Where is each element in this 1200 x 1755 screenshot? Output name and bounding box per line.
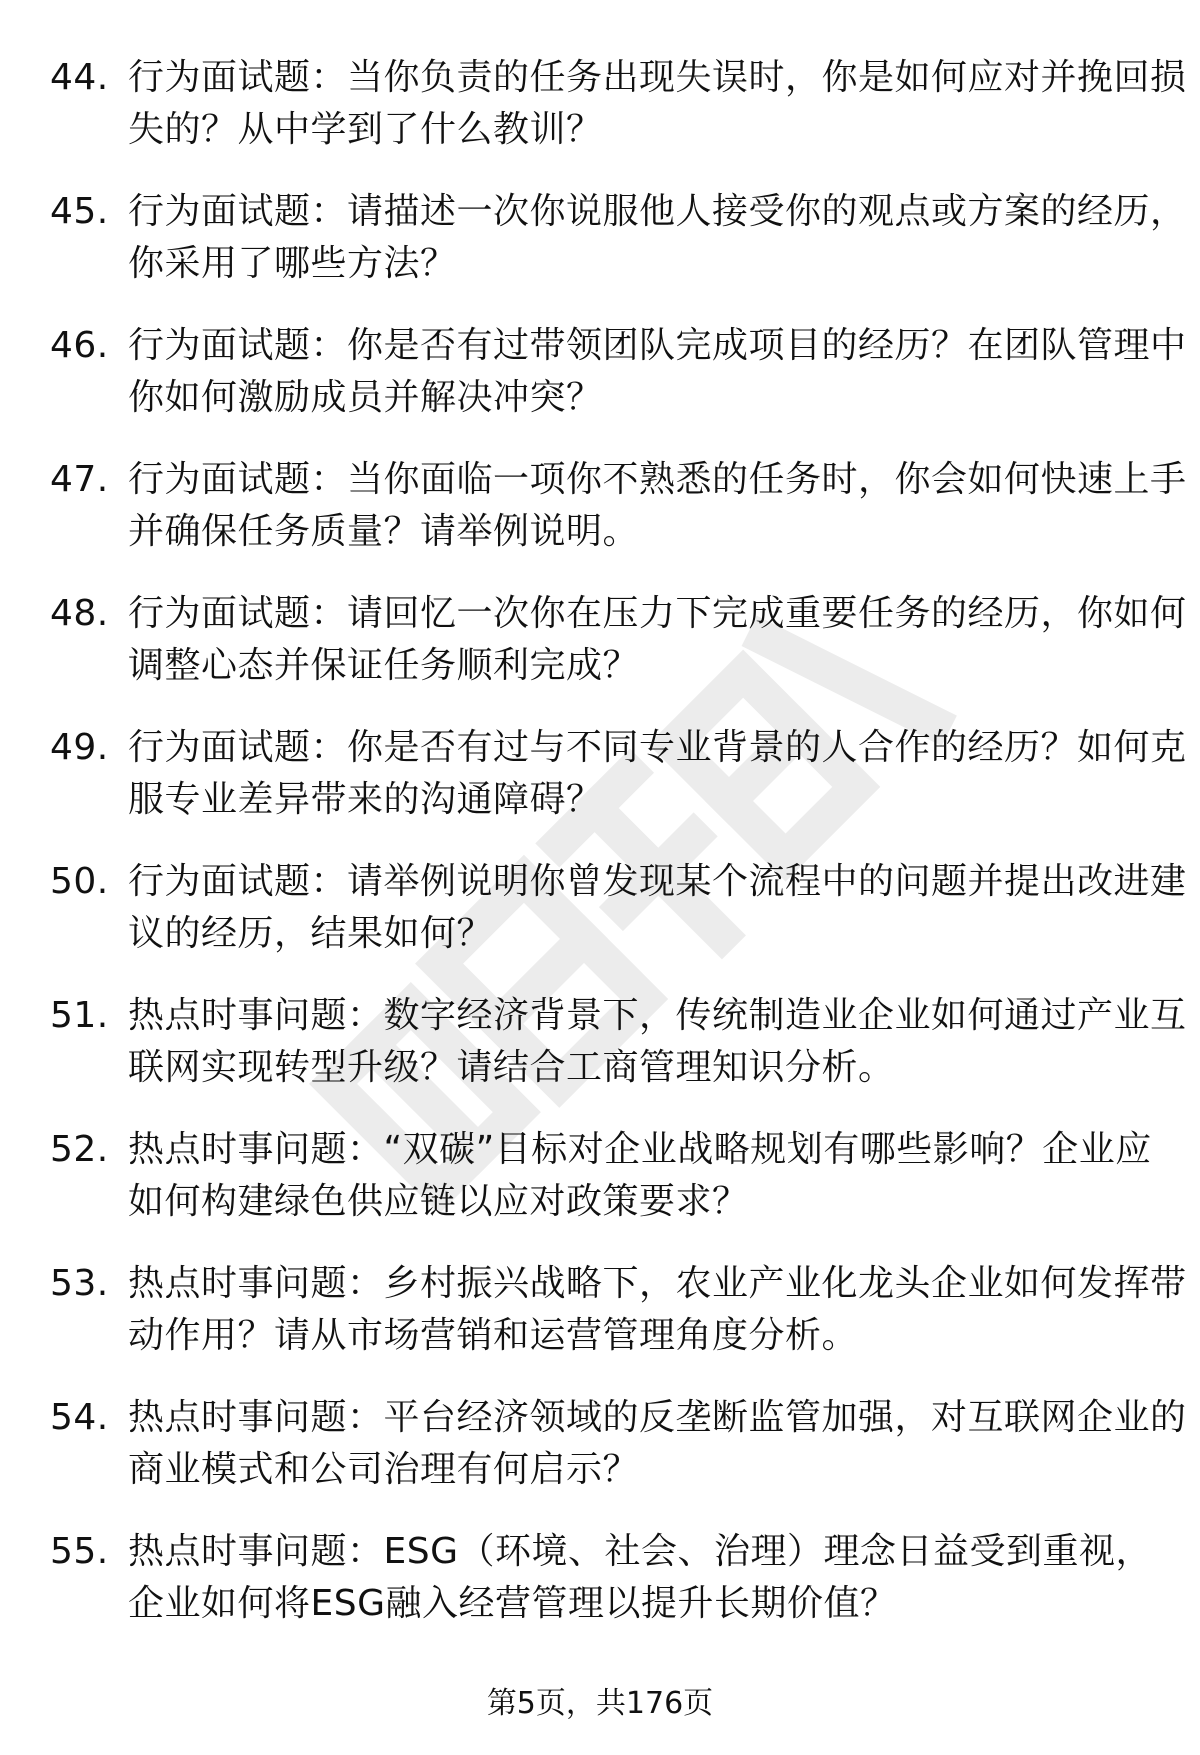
list-item: [50, 588, 1187, 722]
question-text: 行为面试题：请举例说明你曾发现某个流程中的问题并提出改进建议的经历，结果如何？: [128, 861, 1187, 954]
question-number: 51.: [50, 995, 109, 1036]
question-text: 热点时事问题：数字经济背景下，传统制造业企业如何通过产业互联网实现转型升级？请结合工商管理知识分析。: [128, 995, 1187, 1088]
question-text: 热点时事问题：ESG（环境、社会、治理）理念日益受到重视，企业如何将ESG融入经营管理以提升长期价值？: [128, 1531, 1152, 1624]
question-text: 热点时事问题：“双碳”目标对企业战略规划有哪些影响？企业应如何构建绿色供应链以应对政策要求？: [128, 1129, 1152, 1222]
list-item: [50, 856, 1187, 990]
list-item: [50, 1258, 1187, 1392]
question-number: 53.: [50, 1263, 109, 1304]
question-text: 行为面试题：请回忆一次你在压力下完成重要任务的经历，你如何调整心态并保证任务顺利完成？: [128, 593, 1187, 686]
list-item: [50, 1124, 1150, 1258]
list-item: [50, 1526, 1150, 1660]
question-number: 46.: [50, 325, 109, 366]
question-number: 50.: [50, 861, 109, 902]
question-text: 热点时事问题：乡村振兴战略下，农业产业化龙头企业如何发挥带动作用？请从市场营销和运营管理角度分析。: [128, 1263, 1187, 1356]
question-number: 52.: [50, 1129, 109, 1170]
question-number: 55.: [50, 1531, 109, 1572]
list-item: [50, 320, 1187, 454]
question-number: 49.: [50, 727, 109, 768]
list-item: [50, 1392, 1187, 1526]
page-number-footer: 第5页，共176页: [486, 1686, 714, 1721]
list-item: [50, 454, 1187, 588]
list-item: [50, 990, 1187, 1124]
question-list: [50, 52, 1187, 1660]
question-text: 行为面试题：你是否有过带领团队完成项目的经历？在团队管理中你如何激励成员并解决冲突？: [128, 325, 1187, 418]
list-item: [50, 722, 1187, 856]
question-number: 48.: [50, 593, 109, 634]
question-text: 热点时事问题：平台经济领域的反垄断监管加强，对互联网企业的商业模式和公司治理有何启示？: [128, 1397, 1187, 1490]
question-text: 行为面试题：当你面临一项你不熟悉的任务时，你会如何快速上手并确保任务质量？请举例说明。: [128, 459, 1187, 552]
list-item: [50, 52, 1187, 186]
question-text: 行为面试题：当你负责的任务出现失误时，你是如何应对并挽回损失的？从中学到了什么教训？: [128, 57, 1187, 150]
question-number: 54.: [50, 1397, 109, 1438]
list-item: [50, 186, 1187, 320]
question-number: 47.: [50, 459, 109, 500]
question-number: 45.: [50, 191, 109, 232]
question-text: 行为面试题：你是否有过与不同专业背景的人合作的经历？如何克服专业差异带来的沟通障碍？: [128, 727, 1187, 820]
question-number: 44.: [50, 57, 109, 98]
question-text: 行为面试题：请描述一次你说服他人接受你的观点或方案的经历，你采用了哪些方法？: [128, 191, 1187, 284]
